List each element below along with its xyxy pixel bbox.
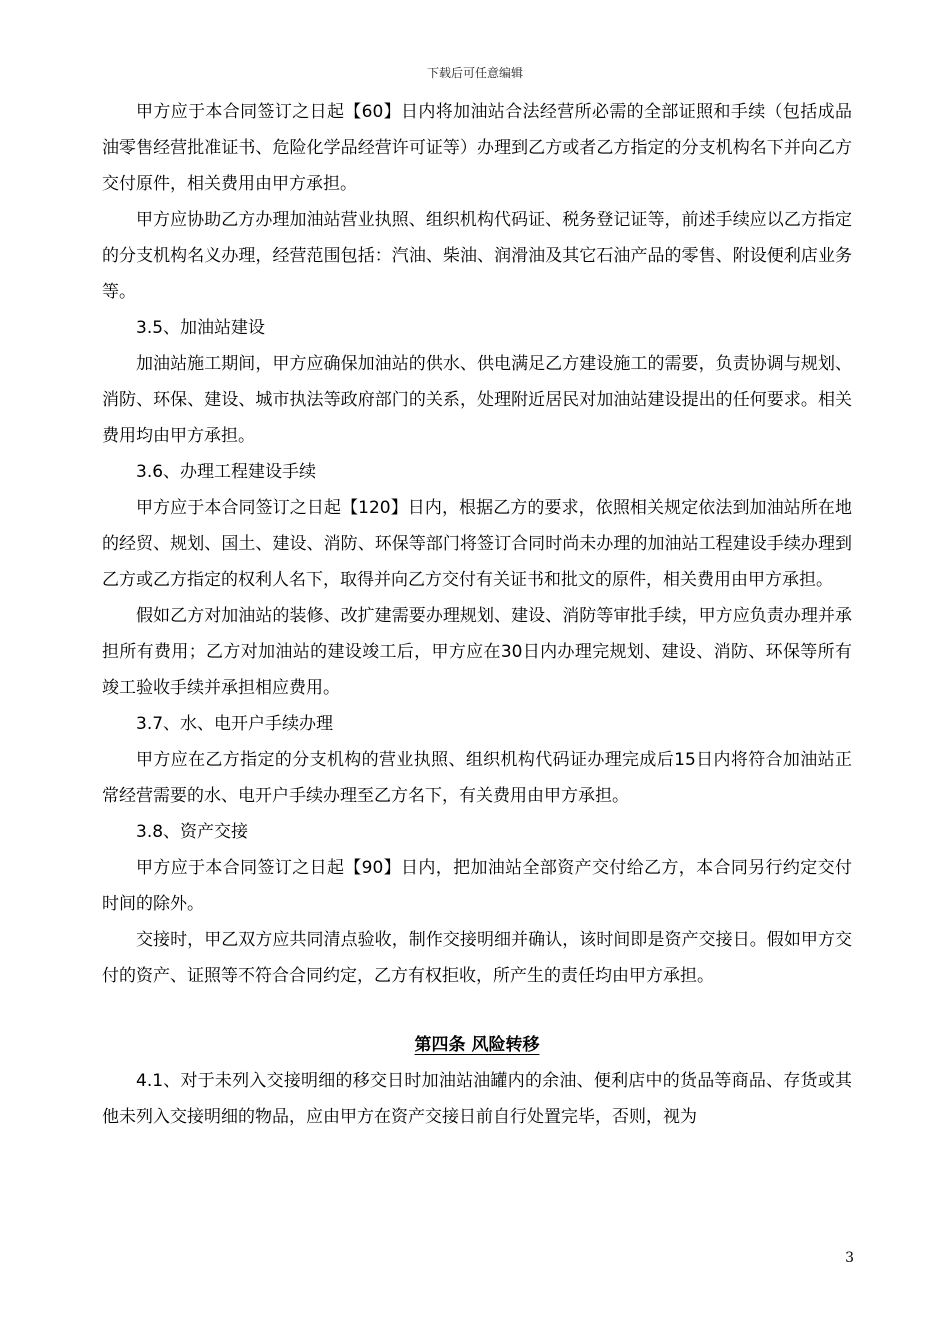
section-heading-3-5: 3.5、加油站建设 (136, 318, 266, 338)
page-number: 3 (845, 1250, 854, 1266)
section-heading-3-8: 3.8、资产交接 (136, 822, 249, 842)
page-header-note: 下载后可任意编辑 (426, 66, 523, 80)
paragraph-utilities: 甲方应在乙方指定的分支机构的营业执照、组织机构代码证办理完成后15日内将符合加油站正常经营需要的水、电开户手续办理至乙方名下，有关费用由甲方承担。 (102, 750, 852, 806)
section-heading-3-7: 3.7、水、电开户手续办理 (136, 714, 334, 734)
article-4-title: 第四条 风险转移 (414, 1035, 540, 1055)
section-heading-3-6: 3.6、办理工程建设手续 (136, 462, 317, 482)
paragraph-renovation: 假如乙方对加油站的装修、改扩建需要办理规划、建设、消防等审批手续，甲方应负责办理并承担所有费用；乙方对加油站的建设竣工后，甲方应在30日内办理完规划、建设、消防、环保等所有竣工验收手续并承担相应费用。 (102, 606, 852, 698)
paragraph-construction: 加油站施工期间，甲方应确保加油站的供水、供电满足乙方建设施工的需要，负责协调与规划、消防、环保、建设、城市执法等政府部门的关系，处理附近居民对加油站建设提出的任何要求。相关费用均由甲方承担。 (102, 354, 852, 446)
paragraph-4-1: 4.1、对于未列入交接明细的移交日时加油站油罐内的余油、便利店中的货品等商品、存货或其他未列入交接明细的物品，应由甲方在资产交接日前自行处置完毕，否则，视为 (102, 1071, 852, 1127)
article-4-heading (102, 1027, 852, 1063)
paragraph-business-license: 甲方应协助乙方办理加油站营业执照、组织机构代码证、税务登记证等，前述手续应以乙方指定的分支机构名义办理，经营范围包括：汽油、柴油、润滑油及其它石油产品的零售、附设便利店业务等。 (102, 210, 852, 302)
paragraph-handover: 交接时，甲乙双方应共同清点验收，制作交接明细并确认，该时间即是资产交接日。假如甲方交付的资产、证照等不符合合同约定，乙方有权拒收，所产生的责任均由甲方承担。 (102, 930, 852, 986)
paragraph-construction-procedures: 甲方应于本合同签订之日起【120】日内，根据乙方的要求，依照相关规定依法到加油站所在地的经贸、规划、国土、建设、消防、环保等部门将签订合同时尚未办理的加油站工程建设手续办理到乙方或乙方指定的权利人名下，取得并向乙方交付有关证书和批文的原件，相关费用由甲方承担。 (102, 498, 852, 590)
document-body (102, 94, 852, 1135)
paragraph-license-transfer: 甲方应于本合同签订之日起【60】日内将加油站合法经营所必需的全部证照和手续（包括成品油零售经营批准证书、危险化学品经营许可证等）办理到乙方或者乙方指定的分支机构名下并向乙方交付原件，相关费用由甲方承担。 (102, 102, 852, 194)
paragraph-asset-delivery: 甲方应于本合同签订之日起【90】日内，把加油站全部资产交付给乙方，本合同另行约定交付时间的除外。 (102, 858, 852, 914)
